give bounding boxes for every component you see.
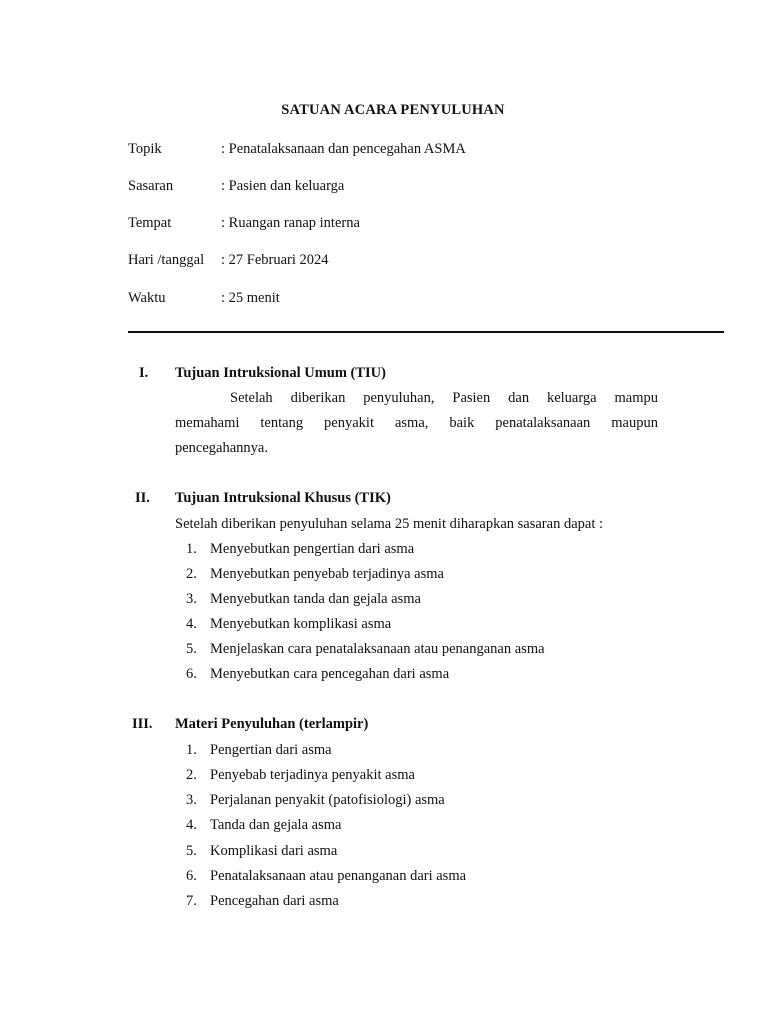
list-item-text: Menjelaskan cara penatalaksanaan atau penanganan asma (210, 641, 545, 657)
list-item-text: Menyebutkan cara pencegahan dari asma (210, 666, 450, 682)
list-item-number: 3. (186, 792, 197, 808)
info-value: : Ruangan ranap interna (221, 215, 360, 231)
list-item-text: Tanda dan gejala asma (210, 817, 342, 833)
section-title: Tujuan Intruksional Umum (TIU) (175, 365, 386, 381)
info-value: : 27 Februari 2024 (221, 252, 329, 268)
info-label: Waktu (128, 290, 166, 306)
list-item-text: Pengertian dari asma (210, 742, 332, 758)
list-item-text: Perjalanan penyakit (patofisiologi) asma (210, 792, 445, 808)
paragraph-line: Setelah diberikan penyuluhan, Pasien dan keluarga mampu (230, 390, 658, 406)
section-title: Tujuan Intruksional Khusus (TIK) (175, 490, 391, 506)
section-number: III. (132, 716, 153, 732)
list-item-number: 5. (186, 843, 197, 859)
section-lead-text: Setelah diberikan penyuluhan selama 25 menit diharapkan sasaran dapat : (175, 516, 604, 532)
list-item-text: Penatalaksanaan atau penanganan dari asma (210, 868, 467, 884)
info-value: : Penatalaksanaan dan pencegahan ASMA (221, 141, 466, 157)
paragraph-line: pencegahannya. (175, 440, 268, 456)
list-item-number: 6. (186, 868, 197, 884)
list-item-text: Komplikasi dari asma (210, 843, 338, 859)
list-item-text: Pencegahan dari asma (210, 893, 339, 909)
list-item-text: Menyebutkan tanda dan gejala asma (210, 591, 421, 607)
info-value: : Pasien dan keluarga (221, 178, 345, 194)
list-item-number: 2. (186, 767, 197, 783)
list-item-number: 4. (186, 817, 197, 833)
list-item-number: 1. (186, 742, 197, 758)
list-item-number: 6. (186, 666, 197, 682)
section-title: Materi Penyuluhan (terlampir) (175, 716, 369, 732)
section-number: II. (135, 490, 150, 506)
page-title: SATUAN ACARA PENYULUHAN (281, 102, 505, 118)
list-item-number: 1. (186, 541, 197, 557)
list-item-number: 2. (186, 566, 197, 582)
list-item-text: Penyebab terjadinya penyakit asma (210, 767, 415, 783)
info-label: Tempat (128, 215, 172, 231)
list-item-number: 5. (186, 641, 197, 657)
list-item-number: 4. (186, 616, 197, 632)
horizontal-rule (128, 331, 724, 333)
info-label: Hari /tanggal (128, 252, 205, 268)
section-paragraph (175, 386, 658, 461)
list-item-number: 7. (186, 893, 197, 909)
list-item-text: Menyebutkan pengertian dari asma (210, 541, 415, 557)
info-label: Topik (128, 141, 162, 157)
info-label: Sasaran (128, 178, 174, 194)
list-item-text: Menyebutkan komplikasi asma (210, 616, 392, 632)
paragraph-line: memahami tentang penyakit asma, baik penatalaksanaan maupun (175, 415, 658, 431)
list-item-text: Menyebutkan penyebab terjadinya asma (210, 566, 444, 582)
list-item-number: 3. (186, 591, 197, 607)
section-number: I. (139, 365, 149, 381)
info-value: : 25 menit (221, 290, 280, 306)
